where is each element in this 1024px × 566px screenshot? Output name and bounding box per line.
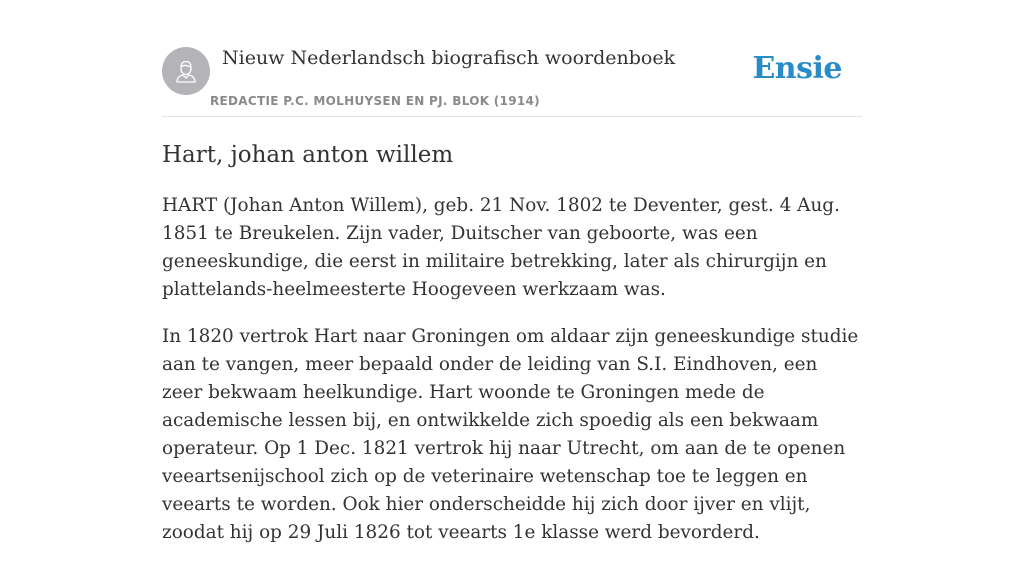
article-paragraph: In 1820 vertrok Hart naar Groningen om aldaar zijn geneeskundige studie aan te vangen, meer bepaald onder de leiding van S.I. Eindhoven, een zeer bekwaam heelkundige. Hart woonde te Groningen mede de academische lessen bij, en ontwikkelde zich spoedig als een bekwaam operateur. Op 1 Dec. 1821 vertrok hij naar Utrecht, om aan de te openen veeartsenijschool zich op de veterinaire wetenschap toe te leggen en veearts te worden. Ook hier onderscheidde hij zich door ijver en vlijt, zoodat hij op 29 Juli 1826 tot veearts 1e klasse werd bevorderd. [162, 326, 859, 543]
article-body [162, 192, 862, 566]
page-container [162, 0, 862, 543]
source-editors: REDACTIE P.C. MOLHUYSEN EN PJ. BLOK (1914) [210, 94, 540, 108]
source-header [162, 0, 862, 117]
user-avatar-icon [162, 47, 210, 95]
article-title: Hart, johan anton willem [162, 142, 454, 168]
article-paragraph: HART (Johan Anton Willem), geb. 21 Nov. 1802 te Deventer, gest. 4 Aug. 1851 te Breukelen. Zijn vader, Duitscher van geboorte, was een geneeskundige, die eerst in militaire betrekking, later als chirurgijn en plattelands-heelmeesterte Hoogeveen werkzaam was. [162, 195, 840, 300]
source-title[interactable]: Nieuw Nederlandsch biografisch woordenboek [222, 47, 676, 69]
ensie-logo[interactable]: Ensie [752, 51, 842, 86]
